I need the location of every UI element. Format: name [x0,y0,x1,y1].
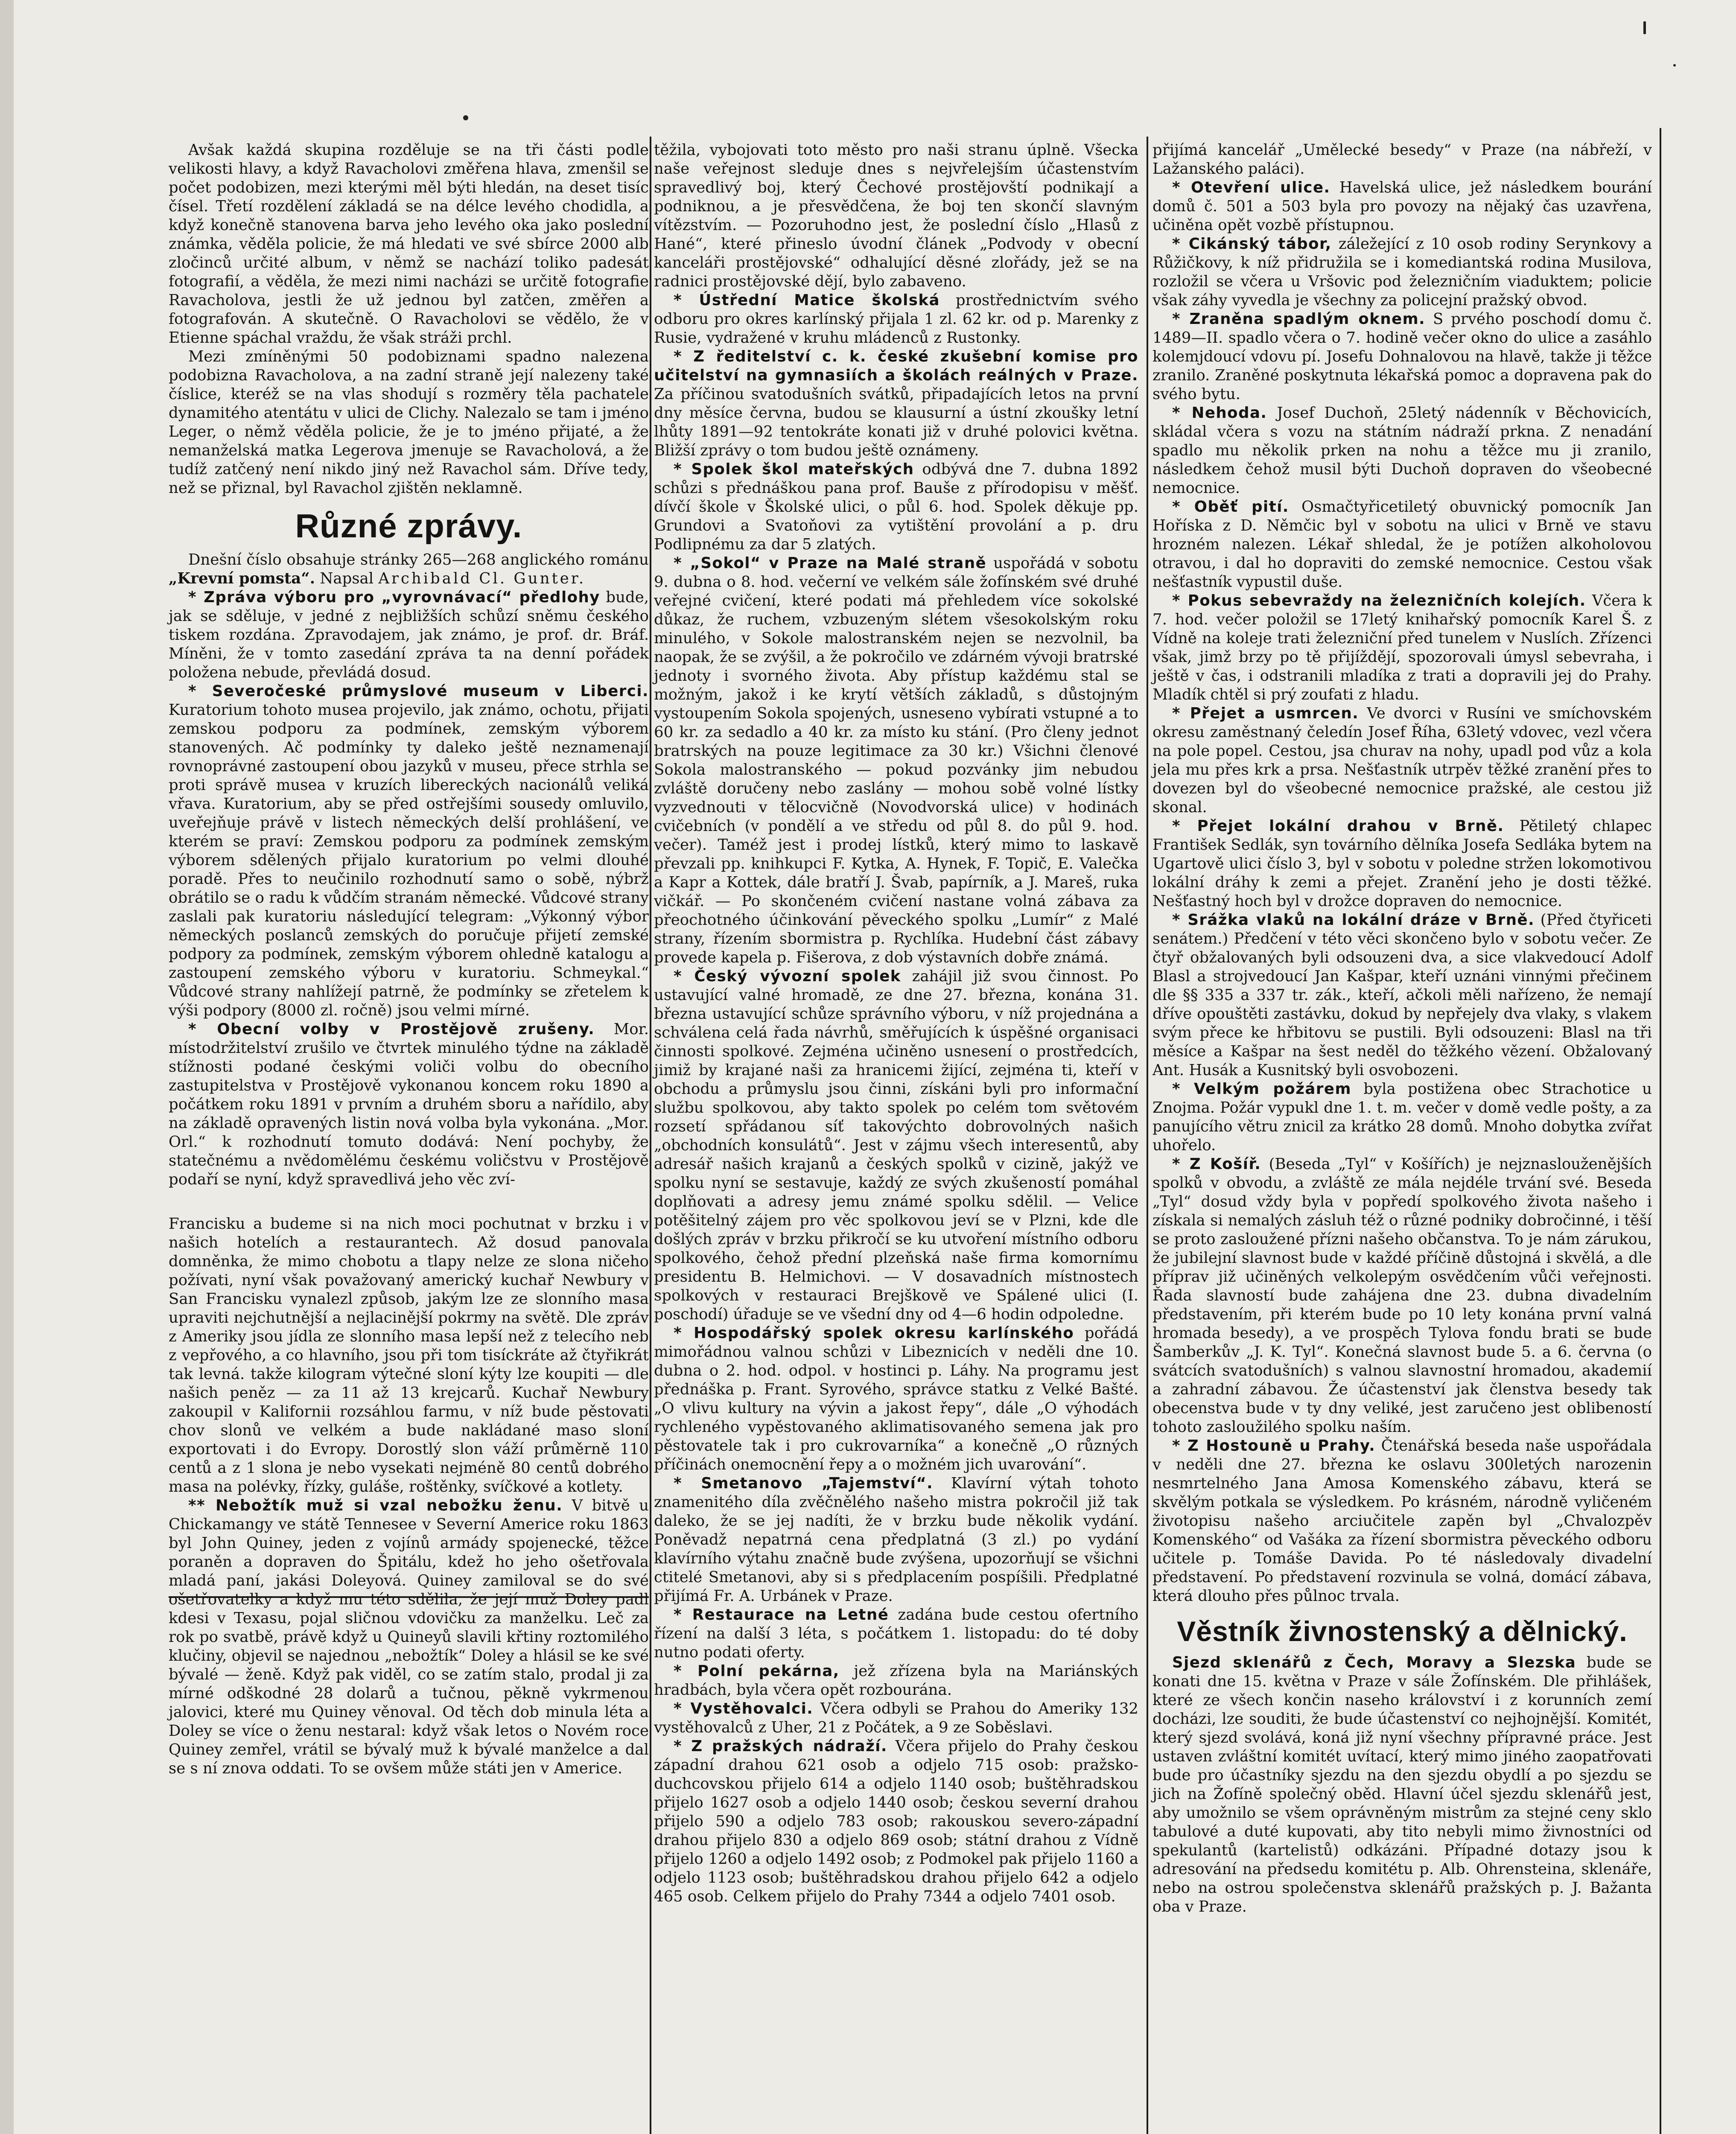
right-border [1660,128,1661,2134]
news-headline: * Cikánský tábor, [1172,235,1332,253]
news-body: jež zřízena byla na Mariánských hradbách, byla včera opět rozbourána. [654,1662,1139,1699]
news-headline: * Smetanovo „Tajemství“. [674,1475,934,1492]
news-issue-contents [169,551,649,588]
article-ravachol-p2: Mezi zmíněnými 50 podobiznami spadno nalezena podobizna Ravacholova, a na zadní straně její nalezeny také číslice, kteréž se na vlas shodují s rozměry těla pachatele dynamitého atentátu v ulici de Clichy. Nalezalo se tam i jméno Leger, o němž věděla policie, že je to jméno přijaté, a že nemanželská matka Legerova jmenuje se Ravacholová, a že tudíž zatčený není nikdo jiný než Ravachol sám. Dříve tedy, než se přiznal, byl Ravachol zjištěn neklamně. [169,348,649,497]
news-museum-liberec [169,682,649,1020]
news-headline: * Restaurace na Letné [674,1606,889,1624]
news-body: V bitvě u Chickamangy ve státě Tennesee v Severní Americe roku 1863 byl John Quiney, jeden z vojínů armády spojenecké, těžce poraněn a dopraven do Špitálu, kdež ho jeho ošetřovala mladá paní, jakási Doleyová. Quiney zamiloval se do své ošetřovatelky a když mu této sdělila, že její muž Doley padl kdesi v Texasu, pojal sličnou vdovičku za manželku. Leč za rok po svatbě, právě když u Quineyů slavili křtiny roztomilého klučiny, objevil se najednou „nebožtík“ Doley a hlásil se ke své bývalé — ženě. Když pak viděl, co se zatím stalo, prodal ji za mírné odškodné 28 dolarů a tučnou, pěkně vykrmenou jalovici, které mu Quiney věnoval. Od těch dob minula léta a Doley se více o ženu nestaral: když však letos o Novém roce Quiney zemřel, vrátil se bývalý muž k bývalé manželce a dal se s ní znova oddati. To se ovšem může státi jen v Americe. [169,1497,649,1777]
news-headline: * Z pražských nádraží. [674,1738,887,1755]
news-hospodarsky-spolek [654,1324,1138,1474]
news-body: Osmačtyřicetiletý obuvnický pomocník Jan Hoříska z D. Němčic byl v sobotu na ulici v Brně ve stavu hrozném nalezen. Lékař shledal, že je potížen alkoholovou otravou, i dal ho dopraviti do zemské nemocnice. Cestou však nešťastník vypustil duše. [1152,498,1652,591]
scan-speck [1643,21,1646,34]
news-prejet [1152,704,1652,817]
column-3 [1152,141,1652,1916]
news-headline: * Srážka vlaků na lokální dráze v Brně. [1172,911,1535,929]
issue-author: Archibald Cl. Gunter. [378,570,586,587]
news-headline: * Oběť pití. [1172,498,1289,516]
news-body: Havelská ulice, jež následkem bourání domů č. 501 a 503 byla pro povozy na nějaký čas uzavřena, učiněna opět vozbě přístupnou. [1152,179,1652,234]
news-vystehovalci [654,1700,1138,1737]
news-srazka-vlaku [1152,911,1652,1080]
news-body: záležející z 10 osob rodiny Serynkovy a Růžičkovy, k níž přidružila se i komediantská rodina Musilova, rozložil se včera u Vršovic pod železničním viaduktem; policie však záhy vyvedla je všechny za policejní pražský obvod. [1152,235,1652,309]
news-headline: * Polní pekárna, [674,1662,840,1680]
news-headline: ** Nebožtík muž si vzal nebožku ženu. [188,1497,563,1514]
news-headline: * Zpráva výboru pro „vyrovnávací“ předlohy [188,589,600,606]
news-smetanovo [654,1474,1138,1606]
news-headline: * Přejet lokální drahou v Brně. [1172,817,1504,835]
news-body: S prvého poschodí domu č. 1489—II. spadlo včera o 7. hodině večer okno do ulice a zasáhlo kolemjdoucí vdovu pí. Josefu Dohnalovou na hlavě, takže ji těžce zranilo. Zraněné poskytnuta lékařská pomoc a dopravena pak do svého bytu. [1152,310,1652,403]
scan-edge [0,0,14,2134]
news-polni-pekarna [654,1662,1138,1700]
news-body: Včera přijelo do Prahy českou západní drahou 621 osob a odjelo 715 osob: pražsko-duchcovskou přijelo 614 a odjelo 1140 osob; buštěhradskou přijelo 1627 osob a odjelo 1440 osob; českou severní drahou přijelo 590 a odjelo 783 osob; rakouskou severo-západní drahou přijelo 830 a odjelo 869 osob; státní drahou z Vídně přijelo 1260 a odjelo 1492 osob; z Podmokel pak přijelo 1160 a odjelo 1123 osob; buštěhradskou drahou přijelo 642 a odjelo 465 osob. Celkem přijelo do Prahy 7344 a odjelo 7401 osob. [654,1738,1138,1905]
issue-text-2: Napsal [315,570,379,587]
news-body: zahájil již svou činnost. Po ustavující valné hromadě, ze dne 27. března, konána 31. března ustavující schůze správního výboru, v níž projednána a schválena celá řada návrhů, směřujících k úspěšné organisaci činnosti spolkové. Zejména učiněno usnesení o prostředcích, jimiž by krajané naši za hranicemi žijící, zejména ti, kteří v obchodu a průmyslu jsou činni, získáni byli pro informační službu spolkovou, aby takto spolek po celém tom světovém rozsetí spřádanou síť takovýchto dobrovolných našich „obchodních konsulátů“. Jest v zájmu všech interesentů, aby adresář našich krajanů a českých spolků v cizině, jakýž ve spolku nyní se sestavuje, každý ze svých zkušeností pomáhal doplňovati a adresy jemu známé spolku sdělil. — Velice potěšitelný zájem pro věc spolkovou jeví se v Plzni, kde dle došlých zpráv v brzku přikročí se ku utvoření místního odboru spolkového, čehož přední plzeňská naše firma komornímu presidentu B. Helmichovi. — V dosavadních místnostech spolkových v restauraci Brejškově ve Spálené ulici (I. poschodí) úřaduje se ve všední dny od 4—6 hodin odpoledne. [654,968,1138,1323]
news-body: Čtenářská beseda naše uspořádala v neděli dne 27. března ke oslavu 300letých narozenin nesmrtelného Jana Amosa Komenského zábavu, která se skvělým potkala se výsledkem. Po krásném, národně vyličeném životopisu našeho arciučitele zapěn byl „Chvalozpěv Komenského“ od Vašáka za řízení sbormistra pěveckého odboru učitele p. Tomáše Davida. Po té následovaly divadelní představení. Po představení rozvinula se volná, domácí zábava, která dlouho přes půlnoc trvala. [1152,1437,1652,1605]
news-body: Pětiletý chlapec František Sedlák, syn továrního dělníka Josefa Sedláka bytem na Ugartově ulici číslo 3, byl v sobotu v poledne stržen lokomotivou lokální dráhy k zemi a přejet. Zranění jeho je dosti těžké. Nešťastný hoch byl v drožce dopraven do nemocnice. [1152,817,1652,910]
news-body: bude se konati dne 15. května v Praze v sále Žofínském. Dle přihlášek, které ze všech končin naseho království i z korunních zemí docházi, lze souditi, že bude účastenství co nejhojnější. Komitét, který sjezd svolává, koná již nyní všechny přípravné práce. Jest ustaven zvláštní komitét uvítací, který mimo jiného zaopatřovati bude pro účastníky sjezdu na den sjezdu obydlí a po sjezdu se jich na Žofíně společný oběd. Hlavní účel sjezdu sklenářů jest, aby umožnilo se všem oprávněným mistrům za stejné ceny sklo tabulové a duté kupovati, aby tito nebyli mimo živnostníci od spekulantů (kartelistů) odkázáni. Případné dotazy jsou k adresování na předsedu komitétu p. Alb. Ohrensteina, sklenáře, nebo na ostrou společenstva sklenářů pražských p. J. Bažanta oba v Praze. [1152,1654,1652,1915]
news-headline: Sjezd sklenářů z Čech, Moravy a Slezska [1172,1654,1576,1671]
scan-speck [463,115,468,120]
news-headline: * Spolek škol mateřských [674,461,914,478]
issue-text: Dnešní číslo obsahuje stránky 265—268 anglického románu [188,551,649,568]
news-nadrazi [654,1737,1138,1906]
news-body: prostřednictvím svého odboru pro okres karlínský přijala 1 zl. 62 kr. od p. Marenky z Rusie, vydražené v kruhu mládenců z Rustonky. [654,292,1138,347]
news-headline: * Severočeské průmyslové museum v Liberci. [188,682,649,700]
issue-novel-title: „Krevní pomsta“. [169,570,315,587]
news-body: Klavírní výtah tohoto znamenitého díla zvěčnělého našeho mistra pokročil již tak daleko, že se jej nadíti, že v brzku bude několik vydání. Poněvadž nepatrná cena předplatná (3 zl.) po vydání klavírního výtahu značně bude zvýšena, upozorňují se všichni ctitelé Smetanovi, aby si s předplacením pospíšili. Předplatné přijímá Fr. A. Urbánek v Praze. [654,1475,1138,1605]
column-rule-2 [1147,137,1148,2134]
column-1 [169,141,649,1778]
news-restaurace [654,1606,1138,1662]
news-body: zadána bude cestou ofertního řízení na další 3 léta, s počátkem 1. listopadu: do té doby nutno podati oferty. [654,1606,1138,1661]
section-title-vestnik: Věstník živnostenský a dělnický. [1177,1615,1628,1647]
news-headline: * Český vývozní spolek [674,968,901,985]
news-headline: * „Sokol“ v Praze na Malé straně [674,554,987,572]
section-title-ruzne-zpravy: Různé zprávy. [295,507,522,545]
news-headline: * Hospodářský spolek okresu karlínského [674,1324,1074,1342]
news-sokol [654,554,1138,967]
article-prostejov-continued: těžila, vybojovati toto město pro naši stranu úplně. Všecka naše veřejnost sleduje dnes s nejvřelejším účastenstvím spravedlivý boj, který Čechové prostějovští podnikají a podniknou, a je přesvědčena, že boj ten skončí slavným vítězstvím. — Pozoruhodno jest, že poslední číslo „Hlasů z Hané“, které přineslo úvodní článek „Podvody v obecní kanceláři prostějovské“ odhalující děsné zlořády, jež se na radnici prostějovské dějí, bylo zabaveno. [654,141,1138,290]
news-komise [654,347,1138,460]
spacer [169,1189,649,1215]
news-pozar [1152,1080,1652,1155]
news-spolek-skol [654,460,1138,554]
news-headline: * Přejet a usmrcen. [1172,705,1359,722]
news-headline: * Nehoda. [1172,404,1267,422]
news-prejet-brno [1152,817,1652,911]
news-body: Včera odbyli se Prahou do Ameriky 132 vystěhovalců z Uher, 21 z Počátek, a 9 ze Soběslavi. [654,1700,1138,1736]
news-sjezd-sklenaru [1152,1653,1652,1916]
news-otevreni-ulice [1152,178,1652,235]
news-body: bude, jak se sděluje, v jedné z nejbližších schůzí sněmu českého tiskem rozdána. Zpravodajem, jak známo, je prof. dr. Bráf. Míněni, že v tomto zasedání zpráva ta na denní pořádek položena nebude, převládá dosud. [169,589,649,681]
news-body: byla postižena obec Strachotice u Znojma. Požár vypukl dne 1. t. m. večer v domě vedle pošty, a za panujícího větru znicil za krátko 28 domů. Mnoho dobytka zvířat uhořelo. [1152,1080,1652,1154]
column-rule-1 [650,137,651,2134]
news-obet-piti [1152,498,1652,592]
news-hostoun [1152,1437,1652,1606]
feuilleton-slon: Francisku a budeme si na nich moci pochutnat v brzku i v našich hotelích a restaurantech. Až dosud panovala domněnka, že mimo chobotu a tlapy nelze ze slona ničeho požívati, nyní však považovaný americký kuchař Newbury v San Francisku vynalezl způsob, jakým lze ze slonního masa upraviti nejchutnější a nejlacinější pokrmy na světě. Dle zpráv z Ameriky jsou jídla ze slonního masa lepší než z telecího neb z vepřového, a co hlavního, jsou při tom tisíckráte až čtyřikrát tak levná. takže kilogram výtečné sloní kýty lze koupiti — dle našich peněz — za 11 až 13 krejcarů. Kuchař Newbury zakoupil v Kalifornii rozsáhlou farmu, v níž bude pěstovati chov slonů ve velkém a bude nakládané maso sloní exportovati i do Evropy. Dorostlý slon váží průměrně 110 centů a z 1 slona je nebo vysekati nejméně 80 centů dobrého masa na polévky, řízky, guláše, roštěnky, svíčkové a kotlety. [169,1215,649,1496]
news-headline: * Otevření ulice. [1172,179,1330,196]
news-headline: * Z ředitelství c. k. české zkušební komise pro učitelství na gymnasiích a školách reálných v Praze. [654,348,1138,384]
news-headline: * Obecní volby v Prostějově zrušeny. [188,1020,595,1038]
article-ravachol-p1: Avšak každá skupina rozděluje se na tři části podle velikosti hlavy, a když Ravacholovi změřena hlava, zmenšil se počet podobizen, mezi kterými měl býti hledán, na deset tisíc čísel. Třetí rozdělení základá se na délce levého chodidla, a když konečně stanovena barva jeho levého oka jako poslední známka, věděla policie, že má hledati ve své sbírce 2000 alb zločinců určité album, v němž se nachází toliko padesát fotografií, a věděla, že mezi nimi nacházi se určitě fotografie Ravacholova, jestli že už jednou byl zatčen, změřen a fotografován. A skutečně. O Ravacholovi se vědělo, že v Etienne spáchal vraždu, že však stráži prchl. [169,141,649,347]
news-headline: * Z Košíř. [1172,1155,1261,1173]
scan-speck [1673,64,1676,67]
news-zprava-vyboru [169,588,649,682]
news-body: Kuratorium tohoto musea projevilo, jak známo, ochotu, přijati zemskou podporu za podmínek, zemským výborem stanovených. Ač podmínky ty daleko ještě neznamenají rovnoprávné zastoupení obou jazyků v museu, přece strhla se proti správě musea v kruzích libereckých nacionálů veliká vřava. Kuratorium, aby se před ostřejšími sousedy omluvilo, uveřejňuje právě v listech německých delší prohlášení, ve kterém se praví: Zemskou podporu za podmínek zemským výborem sdělených přijalo kuratorium po velmi dlouhé poradě. Přes to neučinilo rozhodnutí samo o sobě, nýbrž obrátilo se o radu k vůdčím stranám německé. Vůdcové strany zaslali pak kuratoriu následující telegram: „Výkonný výbor německých poslanců zemských do poručuje přijetí zemské podpory za podmínek, zemským výborem ohledně katalogu a zastoupení zemského výboru v kuratoriu. Schmeykal.“ Vůdcové strany nahlížejí patrně, že podmínky se zřetelem k výši podpory (8000 zl. ročně) jsou velmi mírné. [169,701,649,1019]
news-volby-prostejov [169,1020,649,1189]
news-body: Ve dvorci v Rusíni ve smíchovském okresu zaměstnaný čeledín Josef Říha, 63letý vdovec, vezl včera na pole popel. Cestou, jsa churav na nohy, upadl pod vůz a kola jela mu přes krk a prsa. Nešťastník utrpěv těžké zranění přes to dovezen byl do všeobecné nemocnice pražské, ale cestou již skonal. [1152,705,1652,816]
news-nebozka [169,1496,649,1778]
news-body: odbývá dne 7. dubna 1892 schůzi s přednáškou pana prof. Bauše z přírodopisu v měšť. dívčí škole v Školské ulici, o půl 6. hod. Spolek děkuje pp. Grundovi a Svatoňovi za vytištění provolání a p. dru Podlipnému za dar 5 zlatých. [654,461,1138,553]
news-matice [654,291,1138,347]
news-body: Včera k 7. hod. večer položil se 17letý knihařský pomocník Karel Š. z Vídně na koleje trati železniční před tunelem v Nuslích. Zřízenci však, jimž brzy po tě přijíždějí, spozorovali úmysl sebevraha, i ještě v čas, i odstranili mladíka z trati a dopravili jej do Prahy. Mladík chtěl si prý zoufati z hladu. [1152,592,1652,703]
news-vyvozni-spolek [654,967,1138,1324]
news-body: pořádá mimořádnou valnou schůzi v Libeznicích v neděli dne 10. dubna o 2. hod. odpol. v hostinci p. Láhy. Na programu jest přednáška p. Frant. Syrového, správce statku z Velké Bašté. „O vlivu kultury na vývin a jakost řepy“, dále „O výhodách rychleného vypěstovaného aklimatisovaného semena jak pro pěstovatele tak i pro cukrovarníka“ a konečně „O různých příčinách onemocnění řepy a o možném jich uvarování“. [654,1324,1138,1473]
news-body: Za příčinou svatodušních svátků, připadajících letos na první dny měsíce června, budou se klausurní a ústní zkoušky letní lhůty 1891—92 tentokráte konati již v druhé polovici května. Bližší zprávy o tom budou ještě oznámeny. [654,385,1138,459]
news-nehoda [1152,404,1652,498]
news-headline: * Velkým požárem [1172,1080,1351,1098]
news-cikansky-tabor [1152,235,1652,310]
news-kosire [1152,1155,1652,1437]
news-body: (Beseda „Tyl“ v Košířích) je nejznaslouženějších spolků v obvodu, a zvláště ze mála nejdéle trvání své. Beseda „Tyl“ dosud vždy byla v popředí spolkového života našeho i získala si nemalých zásluh též o různé podniky dobročinné, i těší se proto zasloužené přízni našeho občanstva. To je nám zárukou, že jubilejní slavnost bude v každé příčině důstojná i skvělá, a dle příprav již učiněných velkolepým osvědčením vůči veřejnosti. Řada slavností bude zahájena dne 23. dubna divadelním představením, při kterém bude po 10 lety konána první valná hromada besedy), a ve prospěch Tylova fondu brati se bude Šamberkův „J. K. Tyl“. Konečná slavnost bude 5. a 6. června (o svátcích svatodušních) s valnou slavnostní hromadou, akademií a zahradní zábavou. Že účastenství jak členstva besedy tak obecenstva bude v ty dny veliké, jest zaručeno jest oblibeností tohoto zasloužilého spolku naším. [1152,1155,1652,1436]
news-body: Mor. místodržitelství zrušilo ve čtvrtek minulého týdne na základě stížnosti podané českými voliči volbu do obecního zastupitelstva v Prostějově vykonanou koncem roku 1890 a počátkem roku 1891 v prvním a druhém sboru a nařídilo, aby na základě opravených listin nová volba byla vykonána. „Mor. Orl.“ k rozhodnutí tomuto dodává: Není pochyby, že statečnému a nvědomělému českému voličstvu v Prostějově podaří se nyní, když spravedlivá jeho věc zví- [169,1020,649,1188]
article-continued: přijímá kancelář „Umělecké besedy“ v Praze (na nábřeží, v Lažanského paláci). [1152,141,1652,178]
news-body: Josef Duchoň, 25letý nádenník v Běchovicích, skládal včera s vozu na státním nádraží prkna. Z nenadání spadlo mu několik prken na nohu a těžce mu ji zranilo, následkem čehož musil býti Duchoň dopraven do všeobecné nemocnice. [1152,404,1652,497]
news-pokus-sebevrazdy [1152,592,1652,704]
news-headline: * Zraněna spadlým oknem. [1172,310,1426,328]
news-headline: * Pokus sebevraždy na železničních kolejích. [1172,592,1586,609]
news-headline: * Vystěhovalci. [674,1700,814,1717]
news-headline: * Z Hostouně u Prahy. [1172,1437,1376,1455]
news-zranena [1152,310,1652,404]
news-body: uspořádá v sobotu 9. dubna o 8. hod. večerní ve velkém sále žofínském své druhé veřejné cvičení, které podati má přehledem více sokolské důkaz, že ruchem, vzbuzeným slétem všesokolským roku minulého, v Sokole malostranském nejen se nezvolnil, ba naopak, že se zvýšil, a že pokročilo ve zdárném vývoji bratrské jednoty i svorného života. Aby přístup každému stal se možným, jakož i ke krytí větších základů, s důstojným vystoupením Sokola spojených, usneseno vybírati vstupné a to 60 kr. za sedadlo a 40 kr. za místo ku stání. (Pro členy jednot bratrských na pouze legitimace za 30 kr.) Všichni členové Sokola malostranského — pokud pozvánky jim nebudou zvláště doručeny nebo zaslány — mohou sobě volné lístky vyzvednouti v tělocvičně (Novodvorská ulice) v hodinách cvičebních (v pondělí a ve středu od půl 8. do půl 9. hod. večer). Taméž jest i prodej lístků, který mimo to laskavě převzali pp. knihkupci F. Kytka, A. Hynek, F. Topič, E. Valečka a Kapr a Kottek, dále bratří J. Švab, papírník, a J. Mareš, ruka vičkář. — Po skončeném cvičení nastane volná zábava za přeochotného účinkování pěveckého spolku „Lumír“ z Malé strany, řízením sbormistra p. Rychlíka. Hudební část zábavy provede kapela p. Fišerova, z dob výstavních dobře známá. [654,554,1138,966]
column-2 [654,141,1138,1906]
news-body: (Před čtyřiceti senátem.) Předčení v této věci skončeno bylo v sobotu večer. Ze čtyř obžalovaných byli odsouzeni dva, a sice vlakvedoucí Adolf Blasl a strojvedoucí Jan Kašpar, kteří uznáni vinnými přečinem dle §§ 335 a 337 tr. zák., kteří, ačkoli měli nařízeno, že nemají dříve opouštěti zastávku, dokud by nepřejely dva vlaky, s vlakem svým přece ke hřbitovu se pustili. Byli odsouzeni: Blasl na tři měsíce a Kašpar na šest neděl do těžkého vězení. Obžalovaný Ant. Husák a Kusnitský byli osvobozeni. [1152,911,1652,1079]
news-headline: * Ústřední Matice školská [674,292,940,309]
